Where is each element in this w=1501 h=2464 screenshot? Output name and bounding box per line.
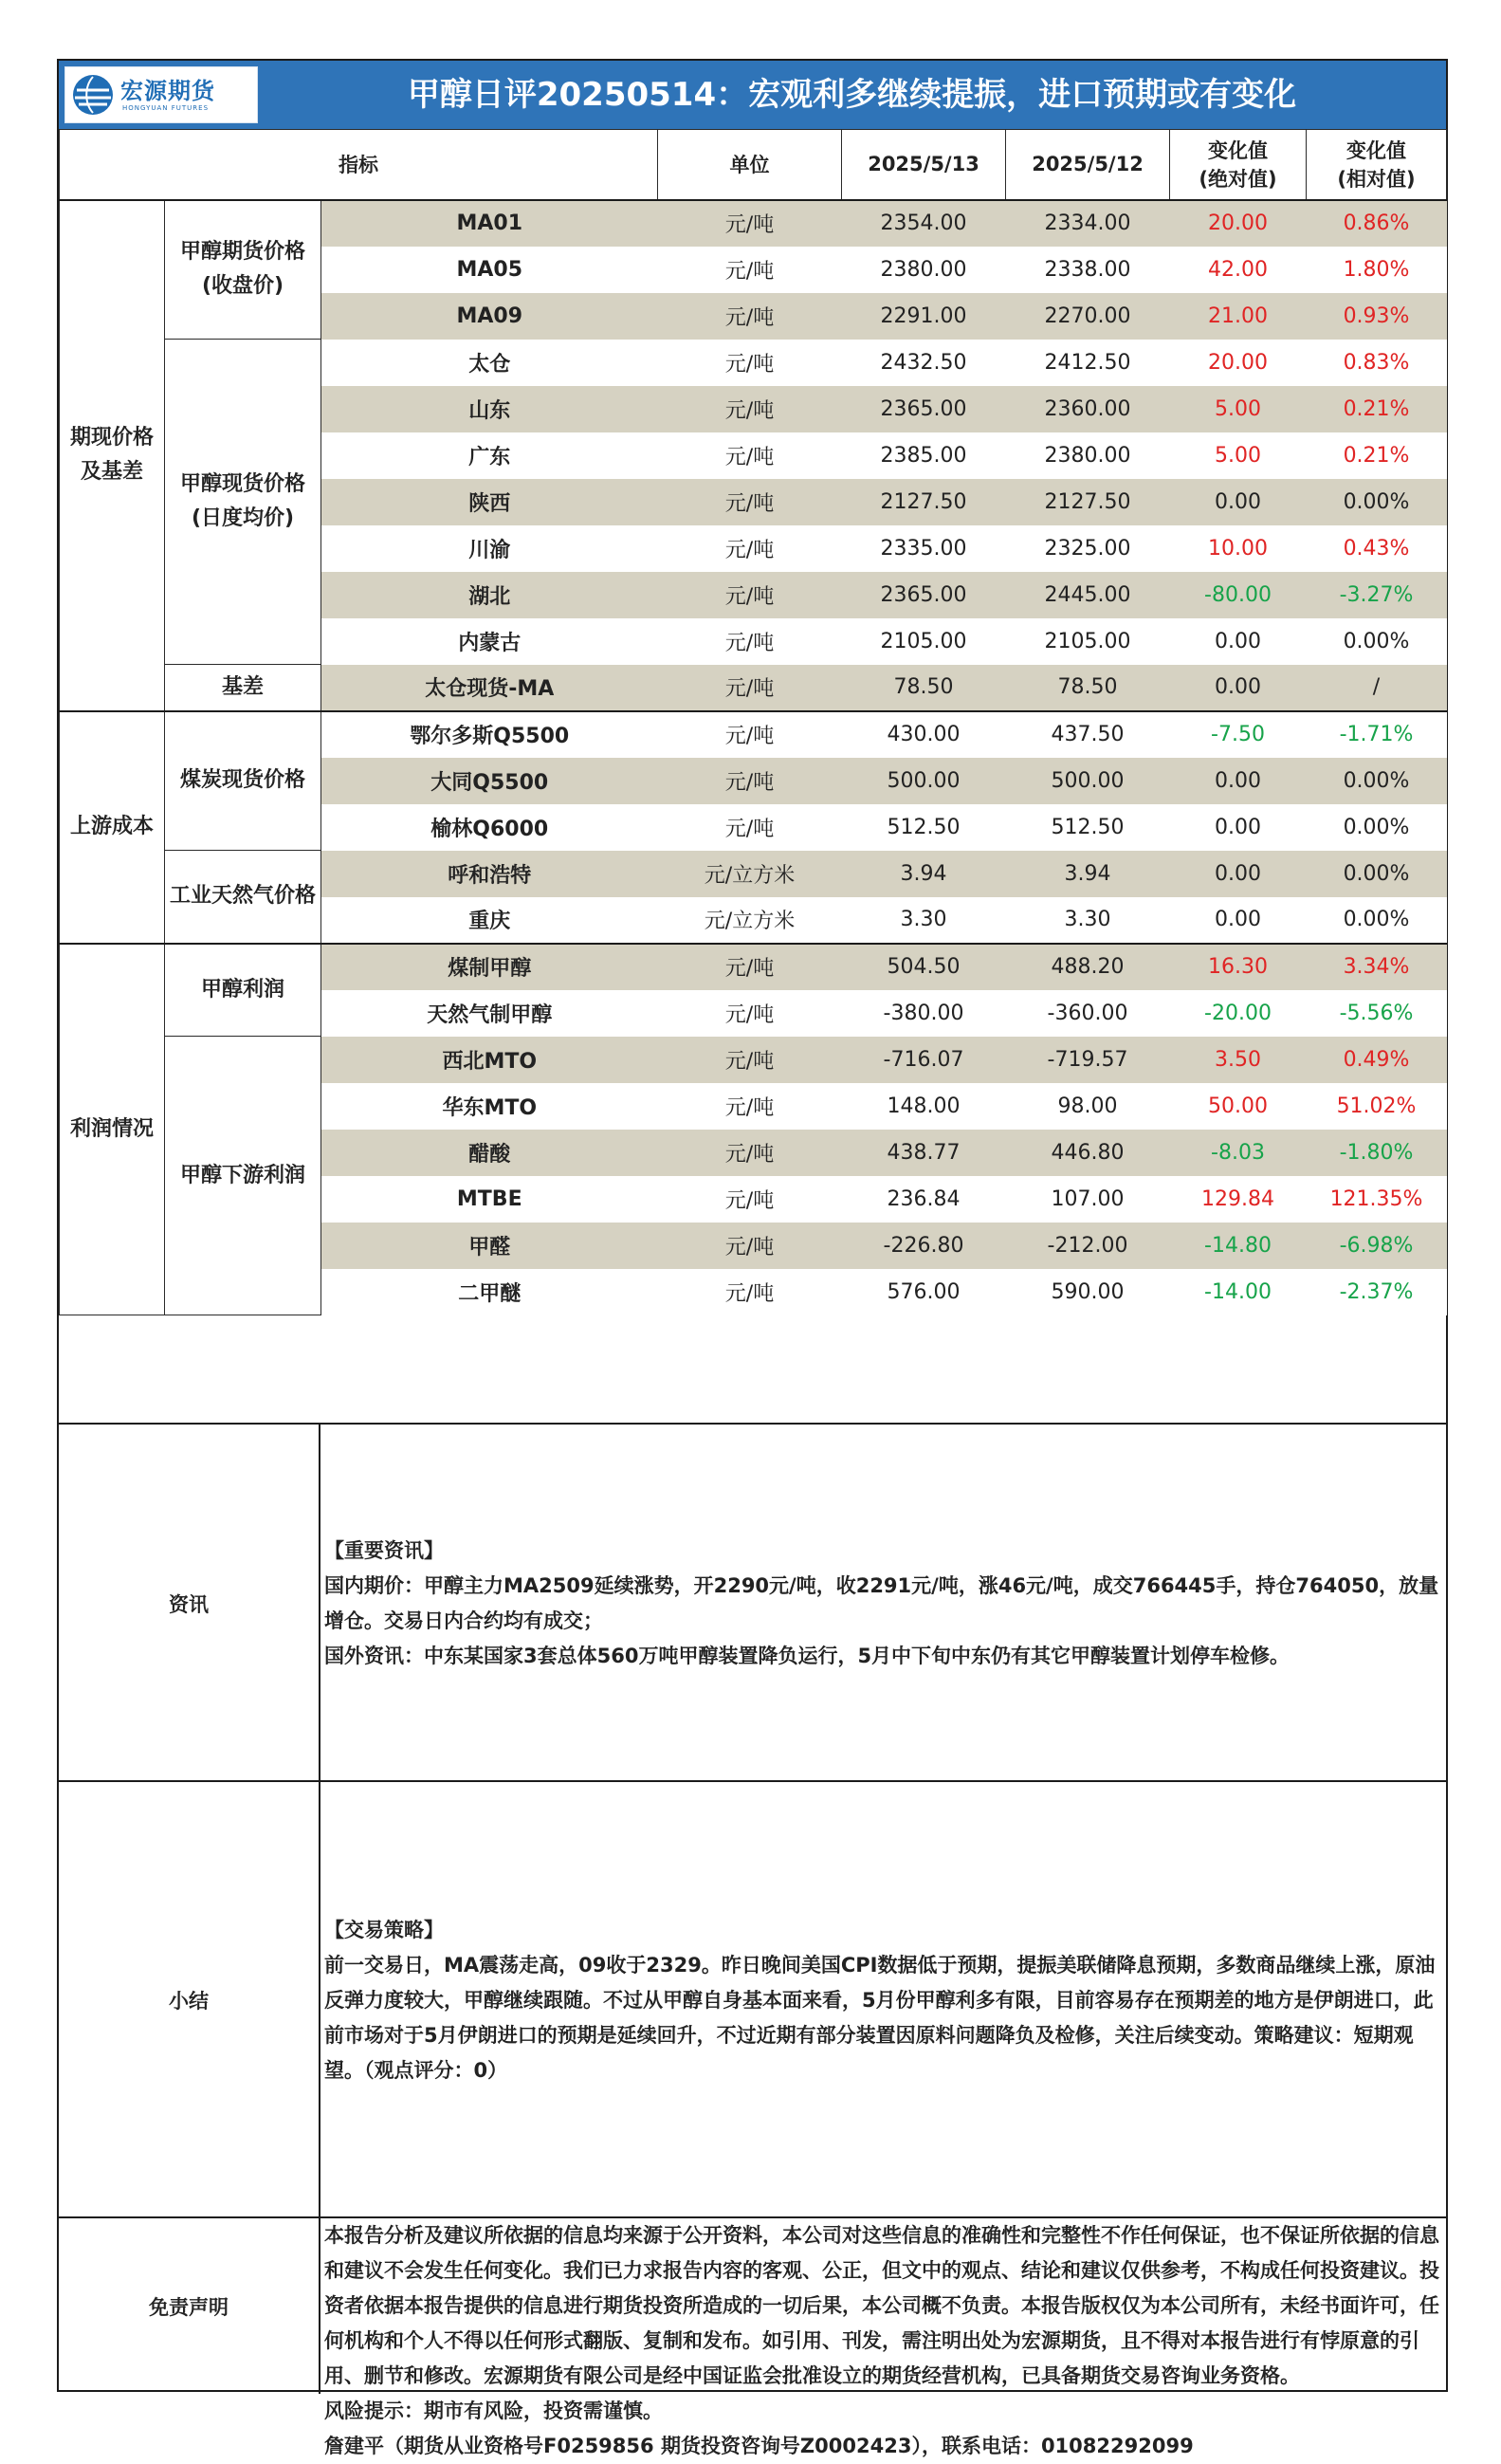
cell-value-0513: 2365.00: [842, 572, 1006, 618]
cell-value-0513: 2291.00: [842, 293, 1006, 340]
cell-value-0513: -716.07: [842, 1037, 1006, 1083]
disclaimer-section: [59, 2216, 1446, 2457]
cell-rel-change: 0.00%: [1307, 479, 1447, 525]
news-label: 资讯: [59, 1425, 320, 1782]
cell-abs-change: 0.00: [1170, 618, 1307, 665]
cell-value-0513: 2127.50: [842, 479, 1006, 525]
cell-name: 川渝: [321, 525, 658, 572]
cell-unit: 元/吨: [658, 618, 842, 665]
cell-value-0513: -226.80: [842, 1223, 1006, 1269]
news-section: [59, 1423, 1446, 1782]
category-label: 及基差: [80, 460, 143, 484]
news-body: [320, 1425, 1446, 1782]
subcategory-label: 甲醇现货价格: [179, 472, 305, 496]
cell-rel-change: -2.37%: [1307, 1269, 1447, 1315]
logo-globe-icon: [71, 73, 115, 117]
cell-value-0512: 3.94: [1006, 851, 1170, 897]
cell-name: 华东MTO: [321, 1083, 658, 1130]
cell-unit: 元/吨: [658, 525, 842, 572]
cell-name: 陕西: [321, 479, 658, 525]
cell-name: 重庆: [321, 897, 658, 944]
header-rel-change: [1307, 130, 1447, 200]
cell-unit: 元/吨: [658, 1223, 842, 1269]
cell-value-0512: 2325.00: [1006, 525, 1170, 572]
cell-value-0513: 430.00: [842, 711, 1006, 758]
cell-value-0512: 512.50: [1006, 804, 1170, 851]
cell-name: 西北MTO: [321, 1037, 658, 1083]
cell-value-0512: 3.30: [1006, 897, 1170, 944]
subcategory-down_profit: [165, 1037, 321, 1315]
report-header: [59, 61, 1446, 129]
subcategory-spot: [165, 340, 321, 665]
cell-value-0512: -212.00: [1006, 1223, 1170, 1269]
cell-unit: 元/吨: [658, 200, 842, 247]
cell-unit: 元/吨: [658, 1037, 842, 1083]
cell-abs-change: 0.00: [1170, 665, 1307, 711]
cell-unit: 元/吨: [658, 1083, 842, 1130]
category-label: 利润情况: [69, 1116, 154, 1141]
header-indicator: 指标: [60, 130, 658, 200]
table-row: [60, 1037, 1447, 1083]
news-heading: 【重要资讯】: [324, 1538, 444, 1562]
cell-abs-change: -8.03: [1170, 1130, 1307, 1176]
report-title: 甲醇日评20250514：宏观利多继续提振，进口预期或有变化: [407, 76, 1297, 114]
cell-abs-change: -14.80: [1170, 1223, 1307, 1269]
cell-value-0513: 2335.00: [842, 525, 1006, 572]
cell-value-0512: 2412.50: [1006, 340, 1170, 386]
cell-name: 呼和浩特: [321, 851, 658, 897]
table-row: [60, 711, 1447, 758]
cell-rel-change: -6.98%: [1307, 1223, 1447, 1269]
cell-name: 煤制甲醇: [321, 944, 658, 990]
cell-rel-change: 0.49%: [1307, 1037, 1447, 1083]
disclaimer-label: 免责声明: [59, 2218, 320, 2394]
disclaimer-body: [320, 2218, 1446, 2457]
logo-text-cn: 宏源期货: [120, 78, 215, 104]
cell-value-0512: 2105.00: [1006, 618, 1170, 665]
category-profit: [60, 944, 165, 1315]
subcategory-label: (日度均价): [191, 506, 295, 530]
cell-value-0512: -719.57: [1006, 1037, 1170, 1083]
cell-name: 太仓: [321, 340, 658, 386]
category-label: 期现价格: [69, 426, 154, 450]
cell-unit: 元/吨: [658, 944, 842, 990]
cell-value-0513: 500.00: [842, 758, 1006, 804]
cell-rel-change: 0.21%: [1307, 432, 1447, 479]
cell-name: 太仓现货-MA: [321, 665, 658, 711]
cell-value-0512: 98.00: [1006, 1083, 1170, 1130]
cell-value-0513: 438.77: [842, 1130, 1006, 1176]
cell-abs-change: 10.00: [1170, 525, 1307, 572]
cell-unit: 元/吨: [658, 432, 842, 479]
category-label: 上游成本: [69, 815, 154, 838]
cell-value-0512: 78.50: [1006, 665, 1170, 711]
cell-value-0512: 446.80: [1006, 1130, 1170, 1176]
cell-rel-change: -1.71%: [1307, 711, 1447, 758]
cell-unit: 元/立方米: [658, 851, 842, 897]
cell-value-0513: 2105.00: [842, 618, 1006, 665]
subcategory-label: 基差: [221, 674, 264, 699]
subcategory-label: 甲醇下游利润: [179, 1163, 305, 1187]
subcategory-meth_profit: [165, 944, 321, 1037]
cell-abs-change: 0.00: [1170, 479, 1307, 525]
cell-name: MA09: [321, 293, 658, 340]
header-unit: 单位: [658, 130, 842, 200]
cell-value-0512: 500.00: [1006, 758, 1170, 804]
cell-name: 天然气制甲醇: [321, 990, 658, 1037]
cell-name: 榆林Q6000: [321, 804, 658, 851]
cell-unit: 元/吨: [658, 1130, 842, 1176]
cell-unit: 元/吨: [658, 1269, 842, 1315]
cell-abs-change: 3.50: [1170, 1037, 1307, 1083]
cell-unit: 元/吨: [658, 340, 842, 386]
cell-name: 鄂尔多斯Q5500: [321, 711, 658, 758]
category-upstream: [60, 711, 165, 944]
cell-rel-change: 0.86%: [1307, 200, 1447, 247]
cell-value-0513: 2432.50: [842, 340, 1006, 386]
subcategory-basis: [165, 665, 321, 711]
summary-label: 小结: [59, 1782, 320, 2218]
cell-value-0512: 488.20: [1006, 944, 1170, 990]
cell-abs-change: -80.00: [1170, 572, 1307, 618]
cell-rel-change: -5.56%: [1307, 990, 1447, 1037]
cell-value-0513: 576.00: [842, 1269, 1006, 1315]
cell-value-0513: 512.50: [842, 804, 1006, 851]
cell-rel-change: 0.43%: [1307, 525, 1447, 572]
cell-rel-change: 1.80%: [1307, 247, 1447, 293]
cell-value-0512: 2445.00: [1006, 572, 1170, 618]
summary-text: 前一交易日，MA震荡走高，09收于2329。昨日晚间美国CPI数据低于预期，提振美联储降息预期，多数商品继续上涨，原油反弹力度较大，甲醇继续跟随。不过从甲醇自身基本面来看，5月份甲醇利多有限，目前容易存在预期差的地方是伊朗进口，此前市场对于5月伊朗进口的预期是延续回升，不过近期有部分装置因原料问题降负及检修，关注后续变动。策略建议：短期观望。（观点评分：0）: [324, 1953, 1436, 2082]
table-header-row: [60, 130, 1447, 200]
logo-text-en: HONGYUAN FUTURES: [122, 104, 210, 112]
subcategory-label: 煤炭现货价格: [179, 768, 305, 793]
cell-rel-change: /: [1307, 665, 1447, 711]
cell-abs-change: 5.00: [1170, 386, 1307, 432]
author-line: 詹建平（期货从业资格号F0259856 期货投资咨询号Z0002423），联系电话：01082292099: [324, 2435, 1194, 2457]
cell-rel-change: 3.34%: [1307, 944, 1447, 990]
summary-heading: 【交易策略】: [324, 1918, 444, 1941]
cell-abs-change: -7.50: [1170, 711, 1307, 758]
cell-name: MTBE: [321, 1176, 658, 1223]
indicator-table: [59, 129, 1447, 1315]
cell-name: 甲醛: [321, 1223, 658, 1269]
cell-unit: 元/立方米: [658, 897, 842, 944]
cell-value-0512: 2334.00: [1006, 200, 1170, 247]
cell-unit: 元/吨: [658, 479, 842, 525]
cell-rel-change: 0.93%: [1307, 293, 1447, 340]
cell-rel-change: 0.21%: [1307, 386, 1447, 432]
cell-abs-change: 5.00: [1170, 432, 1307, 479]
cell-name: 二甲醚: [321, 1269, 658, 1315]
cell-abs-change: 0.00: [1170, 851, 1307, 897]
cell-value-0513: 78.50: [842, 665, 1006, 711]
cell-unit: 元/吨: [658, 386, 842, 432]
cell-abs-change: -14.00: [1170, 1269, 1307, 1315]
cell-unit: 元/吨: [658, 293, 842, 340]
cell-rel-change: 0.00%: [1307, 618, 1447, 665]
cell-value-0512: 107.00: [1006, 1176, 1170, 1223]
cell-value-0512: 2380.00: [1006, 432, 1170, 479]
cell-value-0513: 2385.00: [842, 432, 1006, 479]
cell-value-0513: 2365.00: [842, 386, 1006, 432]
subcategory-label: (收盘价): [201, 274, 284, 299]
cell-value-0513: 148.00: [842, 1083, 1006, 1130]
cell-value-0512: 2338.00: [1006, 247, 1170, 293]
cell-unit: 元/吨: [658, 572, 842, 618]
report-frame: [57, 59, 1448, 2457]
summary-body: [320, 1782, 1446, 2218]
subcategory-label: 工业天然气价格: [169, 884, 316, 909]
cell-value-0512: 2127.50: [1006, 479, 1170, 525]
cell-name: MA01: [321, 200, 658, 247]
cell-rel-change: -1.80%: [1307, 1130, 1447, 1176]
subcategory-coal: [165, 711, 321, 851]
cell-value-0513: -380.00: [842, 990, 1006, 1037]
cell-name: 大同Q5500: [321, 758, 658, 804]
summary-section: [59, 1780, 1446, 2218]
cell-name: MA05: [321, 247, 658, 293]
header-abs-change: [1170, 130, 1307, 200]
cell-abs-change: 129.84: [1170, 1176, 1307, 1223]
cell-abs-change: -20.00: [1170, 990, 1307, 1037]
cell-value-0513: 2380.00: [842, 247, 1006, 293]
header-abs-line2: (绝对值): [1199, 168, 1277, 192]
cell-rel-change: 0.00%: [1307, 897, 1447, 944]
cell-abs-change: 16.30: [1170, 944, 1307, 990]
cell-value-0512: 2360.00: [1006, 386, 1170, 432]
subcategory-futures: [165, 200, 321, 340]
cell-value-0513: 236.84: [842, 1176, 1006, 1223]
header-rel-line1: 变化值: [1346, 139, 1407, 163]
cell-abs-change: 50.00: [1170, 1083, 1307, 1130]
cell-unit: 元/吨: [658, 1176, 842, 1223]
cell-unit: 元/吨: [658, 804, 842, 851]
header-abs-line1: 变化值: [1208, 139, 1269, 163]
cell-rel-change: 0.83%: [1307, 340, 1447, 386]
risk-note: 风险提示：期市有风险，投资需谨慎。: [324, 2400, 663, 2422]
cell-rel-change: 0.00%: [1307, 758, 1447, 804]
cell-value-0513: 3.94: [842, 851, 1006, 897]
table-row: [60, 944, 1447, 990]
table-row: [60, 340, 1447, 386]
header-rel-line2: (相对值): [1337, 168, 1416, 192]
category-price: [60, 200, 165, 711]
cell-rel-change: 0.00%: [1307, 851, 1447, 897]
news-foreign: 国外资讯：中东某国家3套总体560万吨甲醇装置降负运行，5月中下旬中东仍有其它甲醇装置计划停车检修。: [324, 1644, 1290, 1667]
table-row: [60, 851, 1447, 897]
subcategory-gas: [165, 851, 321, 944]
cell-abs-change: 0.00: [1170, 897, 1307, 944]
cell-abs-change: 0.00: [1170, 758, 1307, 804]
table-row: [60, 200, 1447, 247]
cell-unit: 元/吨: [658, 247, 842, 293]
cell-value-0513: 504.50: [842, 944, 1006, 990]
header-date1: 2025/5/13: [842, 130, 1006, 200]
cell-value-0512: 2270.00: [1006, 293, 1170, 340]
cell-unit: 元/吨: [658, 990, 842, 1037]
cell-name: 广东: [321, 432, 658, 479]
cell-abs-change: 20.00: [1170, 340, 1307, 386]
cell-rel-change: 0.00%: [1307, 804, 1447, 851]
cell-value-0512: 590.00: [1006, 1269, 1170, 1315]
cell-rel-change: -3.27%: [1307, 572, 1447, 618]
cell-abs-change: 42.00: [1170, 247, 1307, 293]
subcategory-label: 甲醇期货价格: [179, 240, 305, 265]
cell-value-0513: 3.30: [842, 897, 1006, 944]
cell-value-0512: -360.00: [1006, 990, 1170, 1037]
cell-value-0513: 2354.00: [842, 200, 1006, 247]
news-domestic: 国内期价：甲醇主力MA2509延续涨势，开2290元/吨，收2291元/吨，涨46元/吨，成交766445手，持仓764050，放量增仓。交易日内合约均有成交；: [324, 1573, 1439, 1632]
cell-abs-change: 21.00: [1170, 293, 1307, 340]
cell-rel-change: 121.35%: [1307, 1176, 1447, 1223]
cell-abs-change: 20.00: [1170, 200, 1307, 247]
cell-name: 醋酸: [321, 1130, 658, 1176]
cell-name: 湖北: [321, 572, 658, 618]
company-logo: [64, 66, 258, 123]
cell-value-0512: 437.50: [1006, 711, 1170, 758]
table-row: [60, 665, 1447, 711]
cell-unit: 元/吨: [658, 665, 842, 711]
cell-unit: 元/吨: [658, 711, 842, 758]
cell-rel-change: 51.02%: [1307, 1083, 1447, 1130]
subcategory-label: 甲醇利润: [200, 977, 284, 1002]
cell-name: 山东: [321, 386, 658, 432]
cell-abs-change: 0.00: [1170, 804, 1307, 851]
cell-unit: 元/吨: [658, 758, 842, 804]
cell-name: 内蒙古: [321, 618, 658, 665]
disclaimer-text: 本报告分析及建议所依据的信息均来源于公开资料，本公司对这些信息的准确性和完整性不作任何保证，也不保证所依据的信息和建议不会发生任何变化。我们已力求报告内容的客观、公正，但文中的观点、结论和建议仅供参考，不构成任何投资建议。投资者依据本报告提供的信息进行期货投资所造成的一切后果，本公司概不负责。本报告版权仅为本公司所有，未经书面许可，任何机构和个人不得以任何形式翻版、复制和发布。如引用、刊发，需注明出处为宏源期货，且不得对本报告进行有悖原意的引用、删节和修改。宏源期货有限公司是经中国证监会批准设立的期货经营机构，已具备期货交易咨询业务资格。: [324, 2224, 1439, 2387]
header-date2: 2025/5/12: [1006, 130, 1170, 200]
